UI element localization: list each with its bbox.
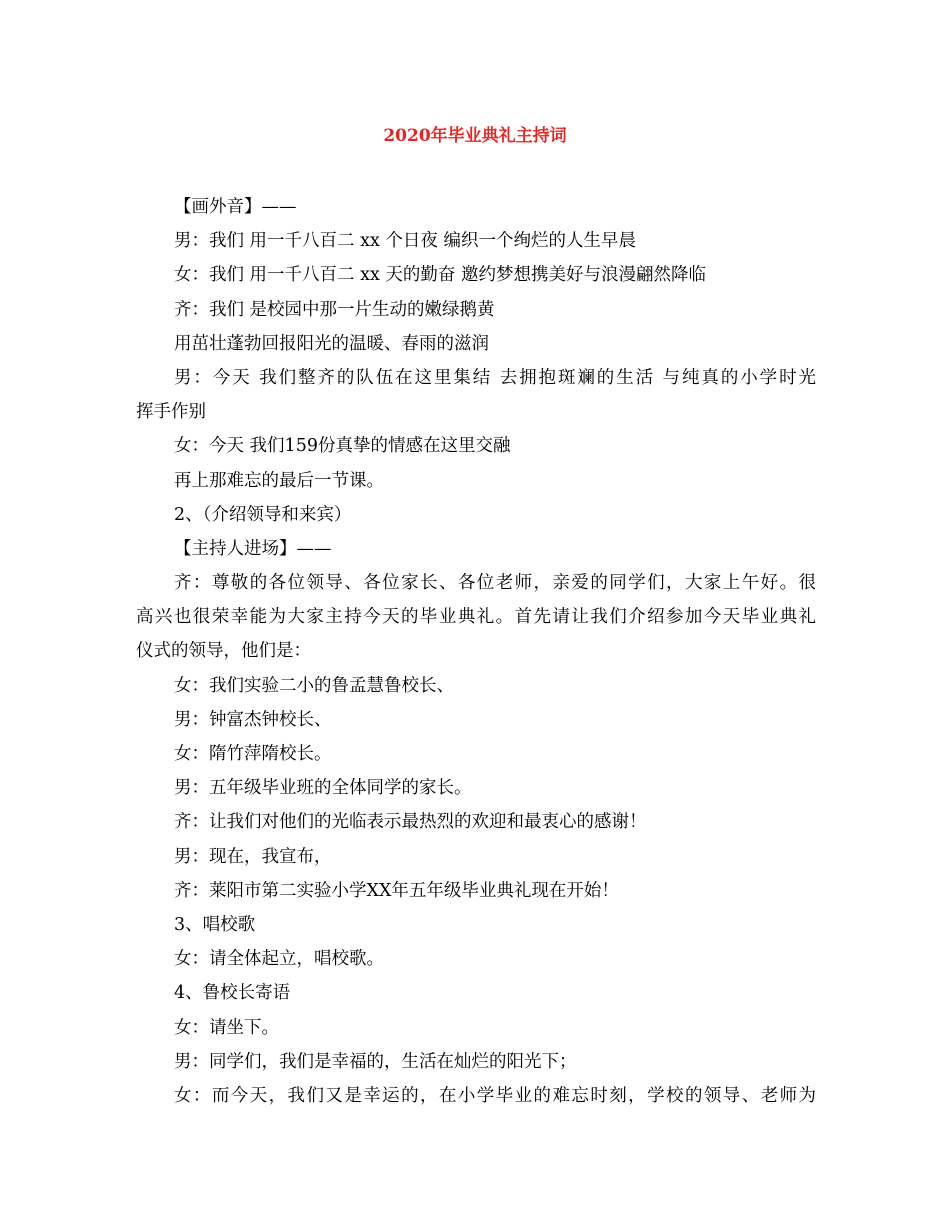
text-line: 男：钟富杰钟校长、 (174, 709, 332, 730)
text-line: 【画外音】—— (174, 197, 297, 217)
text-line: 女：请全体起立，唱校歌。 (174, 949, 384, 970)
text-line: 用茁壮蓬勃回报阳光的温暖、春雨的滋润 (174, 333, 489, 354)
text-line: 齐：我们 是校园中那一片生动的嫩绿鹅黄 (174, 299, 495, 320)
text-line: 【主持人进场】—— (174, 538, 332, 559)
text-line: 齐：让我们对他们的光临表示最热烈的欢迎和最衷心的感谢！ (174, 812, 647, 833)
text-line: 仪式的领导，他们是： (136, 641, 311, 662)
text-line: 男：我们 用一千八百二 xx 个日夜 编织一个绚烂的人生早晨 (174, 231, 636, 252)
text-line: 女：我们 用一千八百二 xx 天的勤奋 邀约梦想携美好与浪漫翩然降临 (174, 265, 706, 286)
text-line: 女：而今天，我们又是幸运的，在小学毕业的难忘时刻，学校的领导、老师为 (174, 1085, 816, 1106)
text-line: 女：我们实验二小的鲁孟慧鲁校长、 (174, 675, 454, 696)
text-line: 高兴也很荣幸能为大家主持今天的毕业典礼。首先请让我们介绍参加今天毕业典礼 (136, 607, 816, 628)
text-line: 男：同学们，我们是幸福的，生活在灿烂的阳光下； (174, 1051, 577, 1072)
text-line: 男：五年级毕业班的全体同学的家长。 (174, 778, 472, 799)
text-line: 女：今天 我们159份真挚的情感在这里交融 (174, 436, 511, 457)
text-line: 男：现在，我宣布， (174, 846, 332, 867)
text-line: 2、（介绍领导和来宾） (174, 504, 352, 525)
text-line: 齐：莱阳市第二实验小学XX年五年级毕业典礼现在开始！ (174, 880, 619, 901)
document-body (136, 190, 816, 1113)
text-line: 女：请坐下。 (174, 1017, 279, 1038)
document-title: 2020年毕业典礼主持词 (383, 126, 567, 146)
text-line: 齐：尊敬的各位领导、各位家长、各位老师，亲爱的同学们，大家上午好。很 (174, 573, 816, 594)
text-line: 4、鲁校长寄语 (174, 983, 291, 1004)
text-line: 男：今天 我们整齐的队伍在这里集结 去拥抱斑斓的生活 与纯真的小学时光 (174, 367, 816, 388)
text-line: 再上那难忘的最后一节课。 (174, 470, 384, 491)
text-line: 3、唱校歌 (174, 914, 256, 935)
text-line: 挥手作别 (136, 402, 206, 423)
text-line: 女：隋竹萍隋校长。 (174, 744, 332, 764)
